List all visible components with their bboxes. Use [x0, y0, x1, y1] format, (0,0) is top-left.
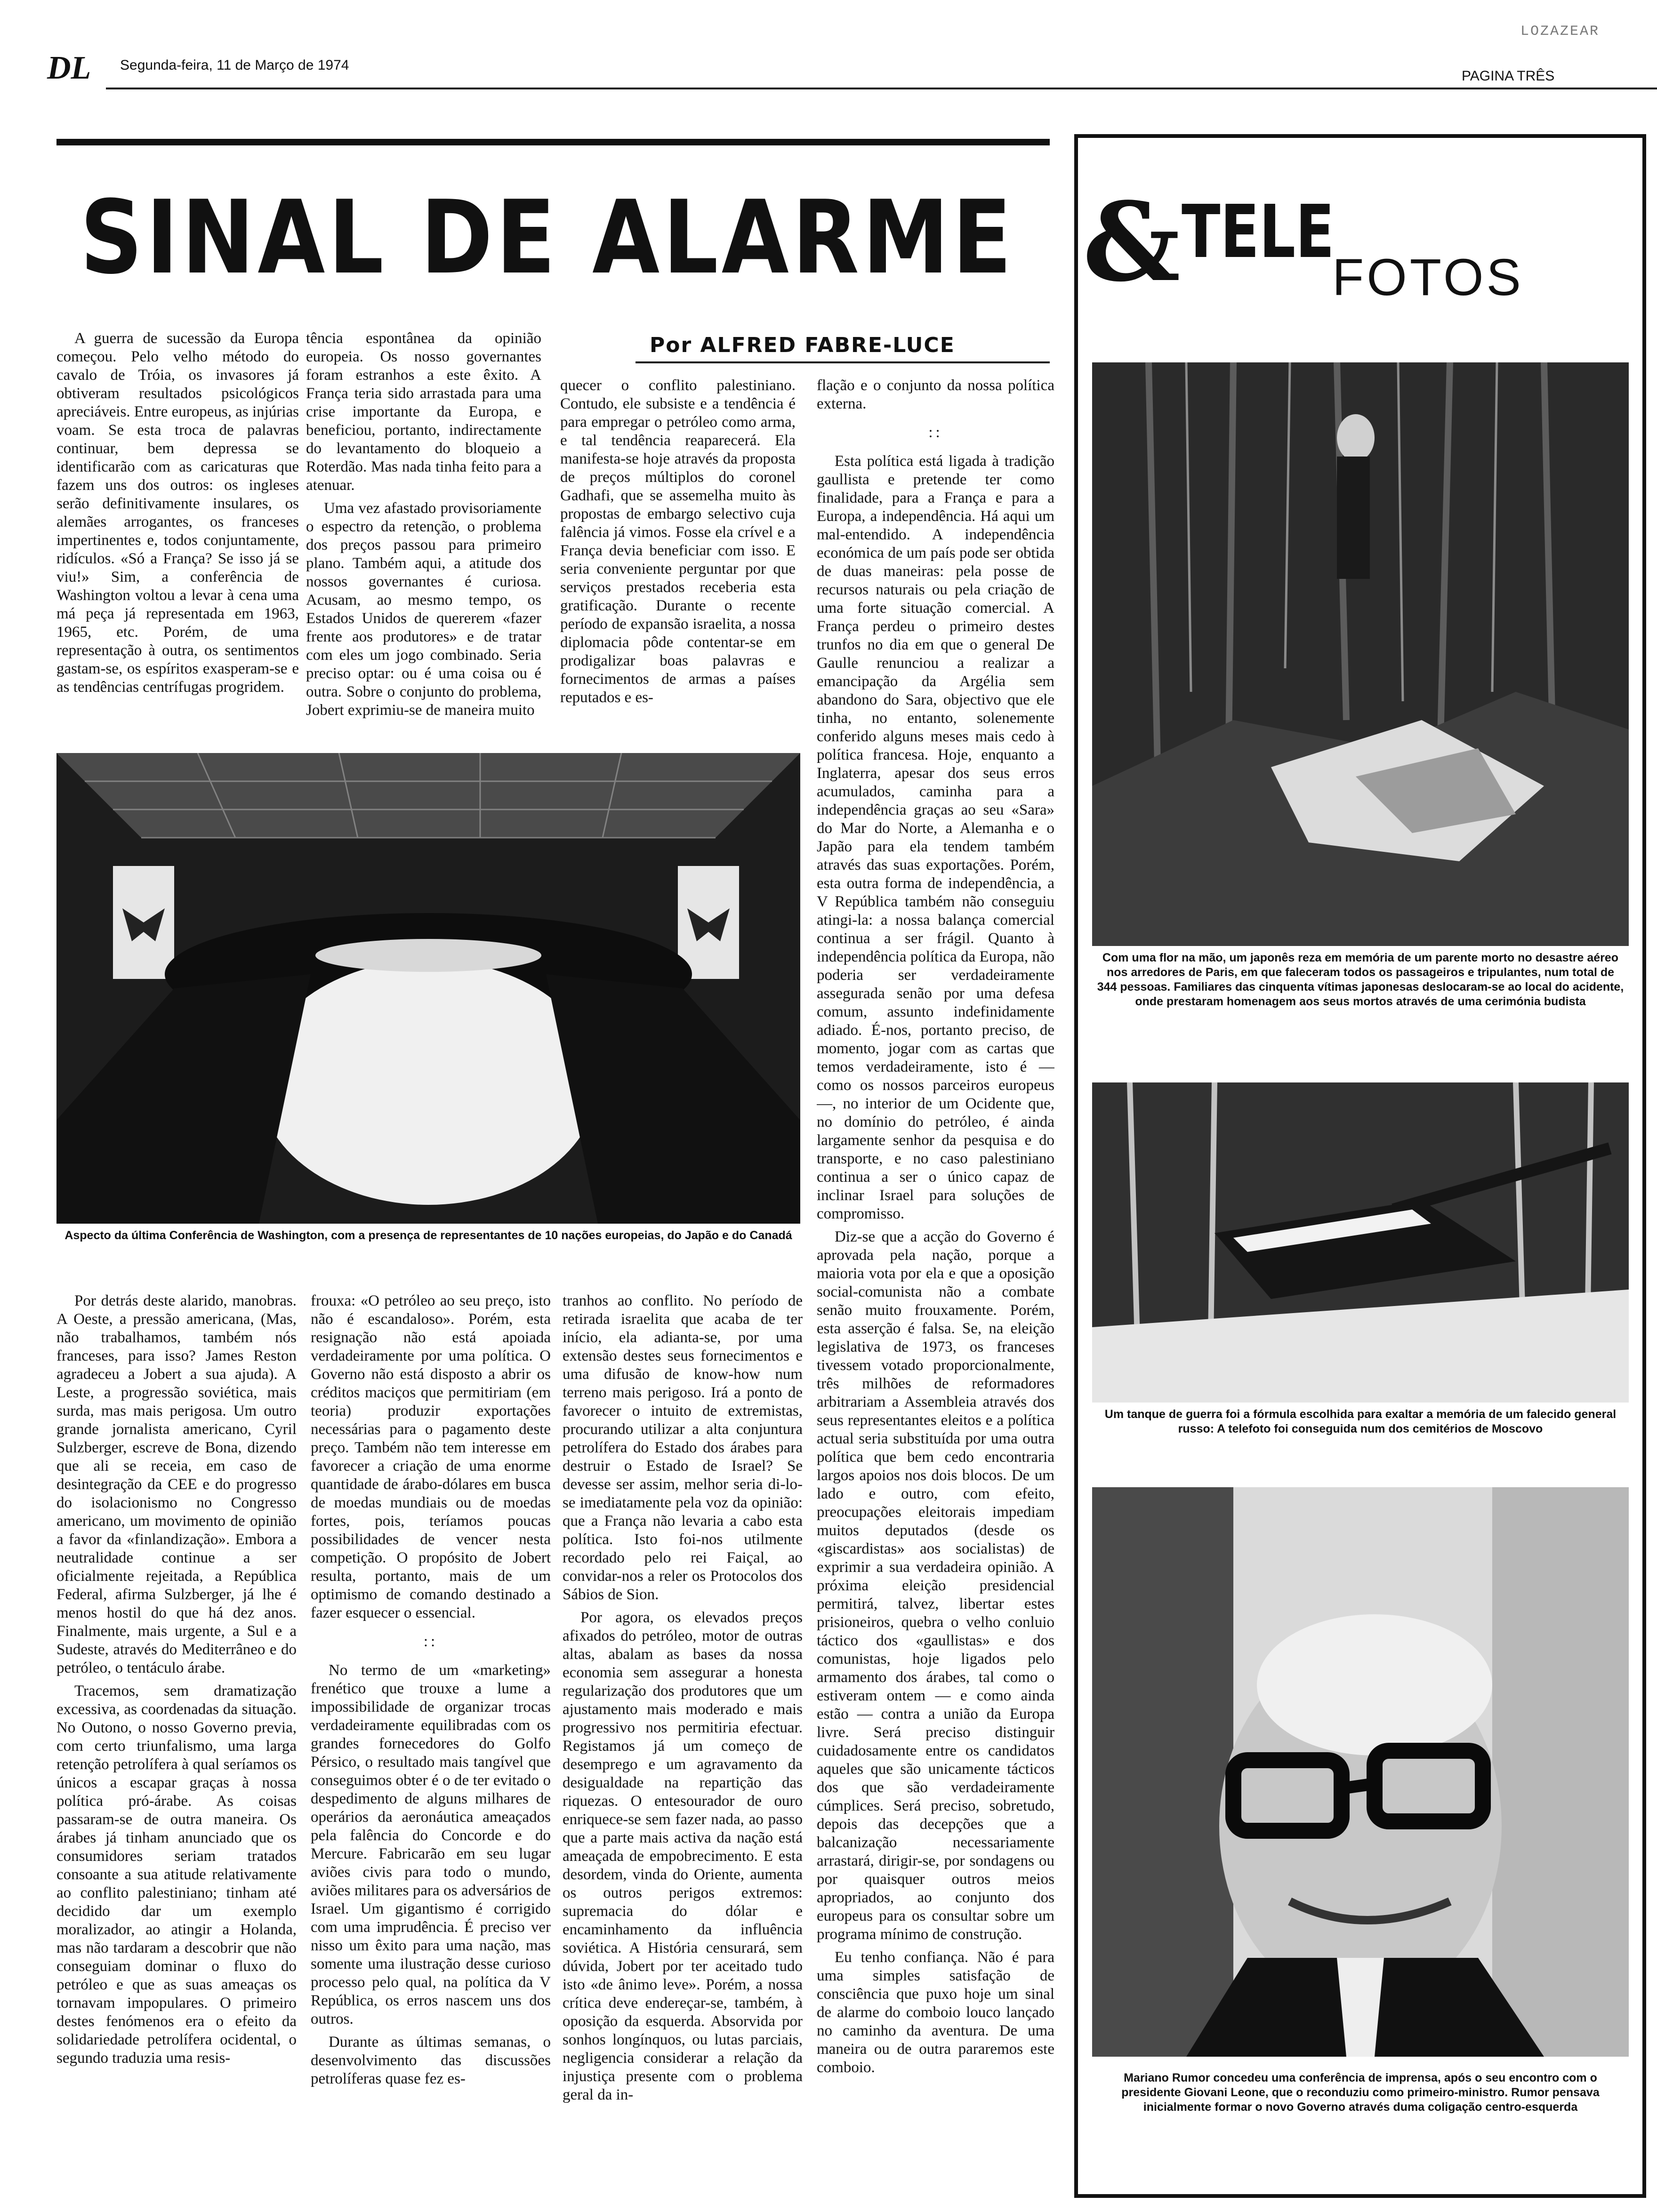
- lower-column-3: [563, 1292, 803, 2186]
- conference-room-image: [56, 753, 800, 1224]
- paragraph: No termo de um «marketing» frenético que trouxe a lume a impossibilidade de organizar trocas verdadeiramente equilibradas com os grandes fornecedores do Golfo Pérsico, o resultado mais tangível que conseguimos obter é o de ter evitado o despedimento de alguns milhares de operários da aeronáutica ameaçados pela falência do Concorde e do Mercure. Fabricarão em seu lugar aviões civis para todo o mundo, aviões militares para os adversários de Israel. Um gigantismo é corrigido com uma imprudência. É preciso ver nisso um êxito para uma nação, mas somente uma ilustração desse curioso processo pelo qual, na política da V República, os erros nascem uns dos outros.: [311, 1662, 551, 2028]
- paragraph: Durante as últimas semanas, o desenvolvimento das discussões petrolíferas quase fez es-: [311, 2034, 551, 2087]
- paragraph: Tracemos, sem dramatização excessiva, as coordenadas da situação. No Outono, o nosso Governo previa, com certo triunfalismo, uma larga retenção petrolífera à qual seríamos os únicos a escapar graças à nossa política pró-árabe. As coisas passaram-se de outra maneira. Os árabes já tinham anunciado que os consumidores seriam tratados consoante a sua atitude relativamente ao conflito palestiniano; tinham até decidido dar um exemplo moralizador, ao atingir a Holanda, mas não tardaram a descobrir que não conseguiam dominar o fluxo do petróleo e que as suas ameaças os tornavam impopulares. O primeiro destes fenómenos era o efeito da solidariedade petrolífera ocidental, o segundo traduzia uma resis-: [56, 1683, 297, 2067]
- byline-rule: [635, 361, 1050, 363]
- headline: SINAL DE ALARME: [80, 178, 1015, 297]
- telefotos-logo-icon: &: [1083, 179, 1181, 306]
- intro-column-2: [306, 329, 541, 739]
- page-label: PAGINA TRÊS: [1462, 68, 1555, 84]
- conference-photo: [56, 753, 800, 1224]
- paragraph: tranhos ao conflito. No período de retirada israelita que acaba de ter início, ela adianta-se, por uma extensão destes seus fornecimentos e uma difusão de know-how num terreno mais perigoso. Irá a ponto de favorecer o intuito de extremistas, procurando utilizar a alta conjuntura petrolífera do Estado dos árabes para destruir o Estado de Israel? Se devesse ser assim, melhor seria di-lo-se imediatamente pela voz da opinião: que a França não levaria a cabo esta política. Isto foi-nos utilmente recordado pelo rei Faiçal, ao convidar-nos a reler os Protocolos dos Sábios de Sion.: [563, 1292, 803, 1603]
- paragraph: frouxa: «O petróleo ao seu preço, isto não é escandaloso». Porém, esta resignação não está apoiada verdadeiramente por uma política. O Governo não está disposto a abrir os créditos maciços que permitiriam (em teoria) produzir exportações necessárias para o pagamento deste preço. Também não tem interesse em favorecer a criação de uma enorme quantidade de árabo-dólares em busca de moedas mundiais ou de moedas fortes, pois, teríamos poucas possibilidades de vencer nesta competição. O propósito de Jobert resulta, portanto, mais de um optimismo de comando destinado a fazer esquecer o essencial.: [311, 1292, 551, 1621]
- paragraph: flação e o conjunto da nossa política externa.: [817, 377, 1054, 412]
- paragraph: Por agora, os elevados preços afixados do petróleo, motor de outras altas, abalam as bases da nossa economia sem assegurar a honesta regularização dos produtores que um ajustamento mais moderado e mais progressivo nos permitiria efectuar. Registamos já um começo de desemprego e um agravamento da desigualdade na repartição das riquezas. O entesourador de ouro enriquece-se sem fazer nada, ao passo que a parte mais activa da nação está ameaçada de empobrecimento. E esta desordem, vinda do Oriente, aumenta os outros perigos extremos: supremacia do dólar e encaminhamento da influência soviética. A História censurará, sem dúvida, Jobert por ter aceitado tudo isto «de ânimo leve». Porém, a nossa crítica deve endereçar-se, também, à oposição da esquerda. Absorvida por sonhos longínquos, ou lutas parciais, negligencia considerar a relação da injustiça presente com o problema geral da in-: [563, 1609, 803, 2103]
- separator: ::: [423, 1633, 438, 1650]
- conference-photo-caption: Aspecto da última Conferência de Washington, com a presença de representantes de 10 nações europeias, do Japão e do Canadá: [64, 1229, 792, 1242]
- paragraph: Por detrás deste alarido, manobras. A Oeste, a pressão americana, (Mas, não trabalhamos, também nós franceses, para isso? James Reston agradeceu a Jobert a sua ajuda). A Leste, a progressão soviética, mais surda, mas mais perigosa. Um outro grande jornalista americano, Cyril Sulzberger, escreve de Bona, dizendo que ali se receia, em caso de desintegração da CEE e do progresso do isolacionismo no Congresso americano, um movimento de opinião a favor da «finlandização». Embora a neutralidade continue a ser oficialmente rejeitada, a República Federal, afirma Sulzberger, já lhe é menos hostil do que há dez anos. Finalmente, mais urgente, a Sul e a Sudeste, através do Mediterrâneo e do petróleo, o tentáculo árabe.: [56, 1292, 297, 1676]
- paragraph: Eu tenho confiança. Não é para uma simples satisfação de consciência que puxo hoje um sinal de alarme do comboio louco lançado no caminho da aventura. De uma maneira ou de outra pararemos este comboio.: [817, 1949, 1054, 2076]
- telephoto-portrait-caption: Mariano Rumor concedeu uma conferência de imprensa, após o seu encontro com o presidente Giovani Leone, que o reconduziu como primeiro-ministro. Rumor pensava inicialmente formar o novo Governo através duma coligação centro-esquerda: [1121, 2071, 1600, 2114]
- masthead-logo: DL: [47, 50, 91, 86]
- telefotos-title-fotos: FOTOS: [1332, 248, 1524, 306]
- separator: ::: [928, 424, 943, 441]
- paragraph: Esta política está ligada à tradição gaullista e pretende ter como finalidade, para a França e para a Europa, a independência. Há aqui um mal-entendido. A independência económica de um país pode ser obtida de duas maneiras: pela posse de recursos naturais ou pela criação de uma forte situação comercial. A França perdeu o primeiro destes trunfos no dia em que o general De Gaulle renunciou a realizar a emancipação da Argélia sem abandono do Sara, objectivo que ele tinha, no entanto, solenemente conferido alguns meses mais cedo à política francesa. Hoje, enquanto a Inglaterra, apesar dos seus erros acumulados, caminha para a independência graças ao seu «Sara» do Mar do Norte, a Alemanha e o Japão para ela tendem também através das suas exportações. Porém, esta outra forma de independência, a V República também não conseguiu atingi-la: a nossa balança comercial continua a ser frágil. Quanto à independência política da Europa, não poderia ser verdadeiramente assegurada senão por uma defesa comum, assunto indefinidamente adiado. É-nos, portanto preciso, de momento, jogar com as cartas que temos verdadeiramente, isto é — como os nossos parceiros europeus —, no interior de um Ocidente que, no domínio do petróleo, é ainda largamente senhor da pesquisa e do transporte, e no caso palestiniano continua a ser o único capaz de inclinar Israel para soluções de compromisso.: [817, 453, 1054, 1222]
- paragraph: tência espontânea da opinião europeia. Os nosso governantes foram estranhos a este êxito. A França teria sido arrastada para uma crise importante da Europa, e beneficiou, portanto, indirectamente do levantamento do bloqueio a Roterdão. Mas nada tinha feito para a atenuar.: [306, 330, 541, 494]
- telefotos-title-tele: TELE: [1182, 189, 1335, 274]
- telephoto-forest-prayer: [1092, 362, 1629, 946]
- intro-column-3: [560, 377, 796, 739]
- telephoto-tank-caption: Um tanque de guerra foi a fórmula escolhida para exaltar a memória de um falecido general russo: A telefoto foi conseguida num dos cemitérios de Moscovo: [1104, 1408, 1617, 1435]
- headline-rule: [56, 139, 1050, 145]
- lower-column-1: [56, 1292, 297, 2186]
- paragraph: quecer o conflito palestiniano. Contudo, ele subsiste e a tendência é para empregar o petróleo como arma, e tal tendência reaparecerá. Ela manifesta-se hoje através da proposta de preços múltiplos do coronel Gadhafi, que se assemelha muito às propostas de embargo selectivo cuja falência já vimos. Fosse ela crível e a França devia beneficiar com isso. E seria conveniente perguntar por que serviços prestados receberia esta gratificação. Durante o recente período de expansão israelita, a nossa diplomacia pôde contentar-se em prodigalizar boas palavras e fornecimentos de armas a países reputados e es-: [560, 377, 796, 706]
- lower-column-2: [311, 1292, 551, 2186]
- telephoto-tank-memorial: [1092, 1082, 1629, 1403]
- paragraph: Diz-se que a acção do Governo é aprovada pela nação, porque a maioria vota por ela e que a oposição social-comunista não a combate senão muito frouxamente. Porém, esta asserção é falsa. Se, na eleição legislativa de 1973, os franceses tivessem votado proporcionalmente, três milhões de reformadores arbitrariam a Assembleia através dos seus representantes eleitos e a política actual seria substituída por uma outra política que bem cedo encontraria largos apoios nos dois blocos. De um lado e outro, com efeito, preocupações eleitorais impediam muitos deputados (desde os «giscardistas» aos socialistas) de exprimir a sua verdadeira opinião. A próxima eleição presidencial permitirá, talvez, libertar estes prisioneiros, quebra o velho conluio táctico dos «gaullistas» e dos comunistas, hoje ligados pelo armamento dos árabes, tal como o estiveram ontem — e como ainda estão — contra a união da Europa livre. Será preciso distinguir cuidadosamente entre os candidatos aqueles que são unicamente tácticos dos que são verdadeiramente cúmplices. Será preciso, sobretudo, depois das decepções que a balcanização necessariamente arrastará, dirigir-se, por sondagens ou por quaisquer outros meios apropriados, ao conjunto dos europeus para os consultar sobre um programa mínimo de construção.: [817, 1228, 1054, 1943]
- tank-image: [1092, 1082, 1629, 1403]
- telephoto-forest-caption: Com uma flor na mão, um japonês reza em memória de um parente morto no desastre aéreo nos arredores de Paris, em que faleceram todos os passageiros e tripulantes, num total de 344 pessoas. Familiares das cinquenta vítimas japonesas deslocaram-se ao local do acidente, onde prestaram homenagem aos seus mortos através de uma cerimónia budista: [1097, 951, 1624, 1008]
- issue-date: Segunda-feira, 11 de Março de 1974: [120, 57, 349, 73]
- paragraph: Uma vez afastado provisoriamente o espectro da retenção, o problema dos preços passou para primeiro plano. Também aqui, a atitude dos nossos governantes é curiosa. Acusam, ao mesmo tempo, os Estados Unidos de quererem «fazer frente aos produtores» e de tratar com eles um jogo combinado. Seria preciso optar: ou é uma coisa ou é outra. Sobre o conjunto do problema, Jobert exprimiu-se de maneira muito: [306, 500, 541, 719]
- header-rule: [106, 88, 1657, 89]
- portrait-image: [1092, 1487, 1629, 2057]
- intro-column-1: [56, 329, 299, 739]
- byline: Por ALFRED FABRE-LUCE: [650, 333, 955, 357]
- corner-text: LOZAZEAR: [1520, 24, 1600, 40]
- paragraph: A guerra de sucessão da Europa começou. Pelo velho método do cavalo de Tróia, os invasores já obtiveram resultados psicológicos apreciáveis. Entre europeus, as injúrias voam. Se esta troca de palavras continuar, bem depressa se identificarão com as caricaturas que fazem uns dos outros: os ingleses serão definitivamente insulares, os alemães arrogantes, os franceses impertinentes e, todos conjuntamente, ridículos. «Só a França? Se isso já se viu!» Sim, a conferência de Washington voltou a levar à cena uma má peça já representada em 1963, 1965, etc. Porém, de uma representação à outra, os sentimentos gastam-se, os espíritos exasperam-se e as tendências centrífugas progridem.: [56, 330, 299, 696]
- forest-image: [1092, 362, 1629, 946]
- telephoto-portrait: [1092, 1487, 1629, 2057]
- article-column-4: [817, 377, 1054, 2184]
